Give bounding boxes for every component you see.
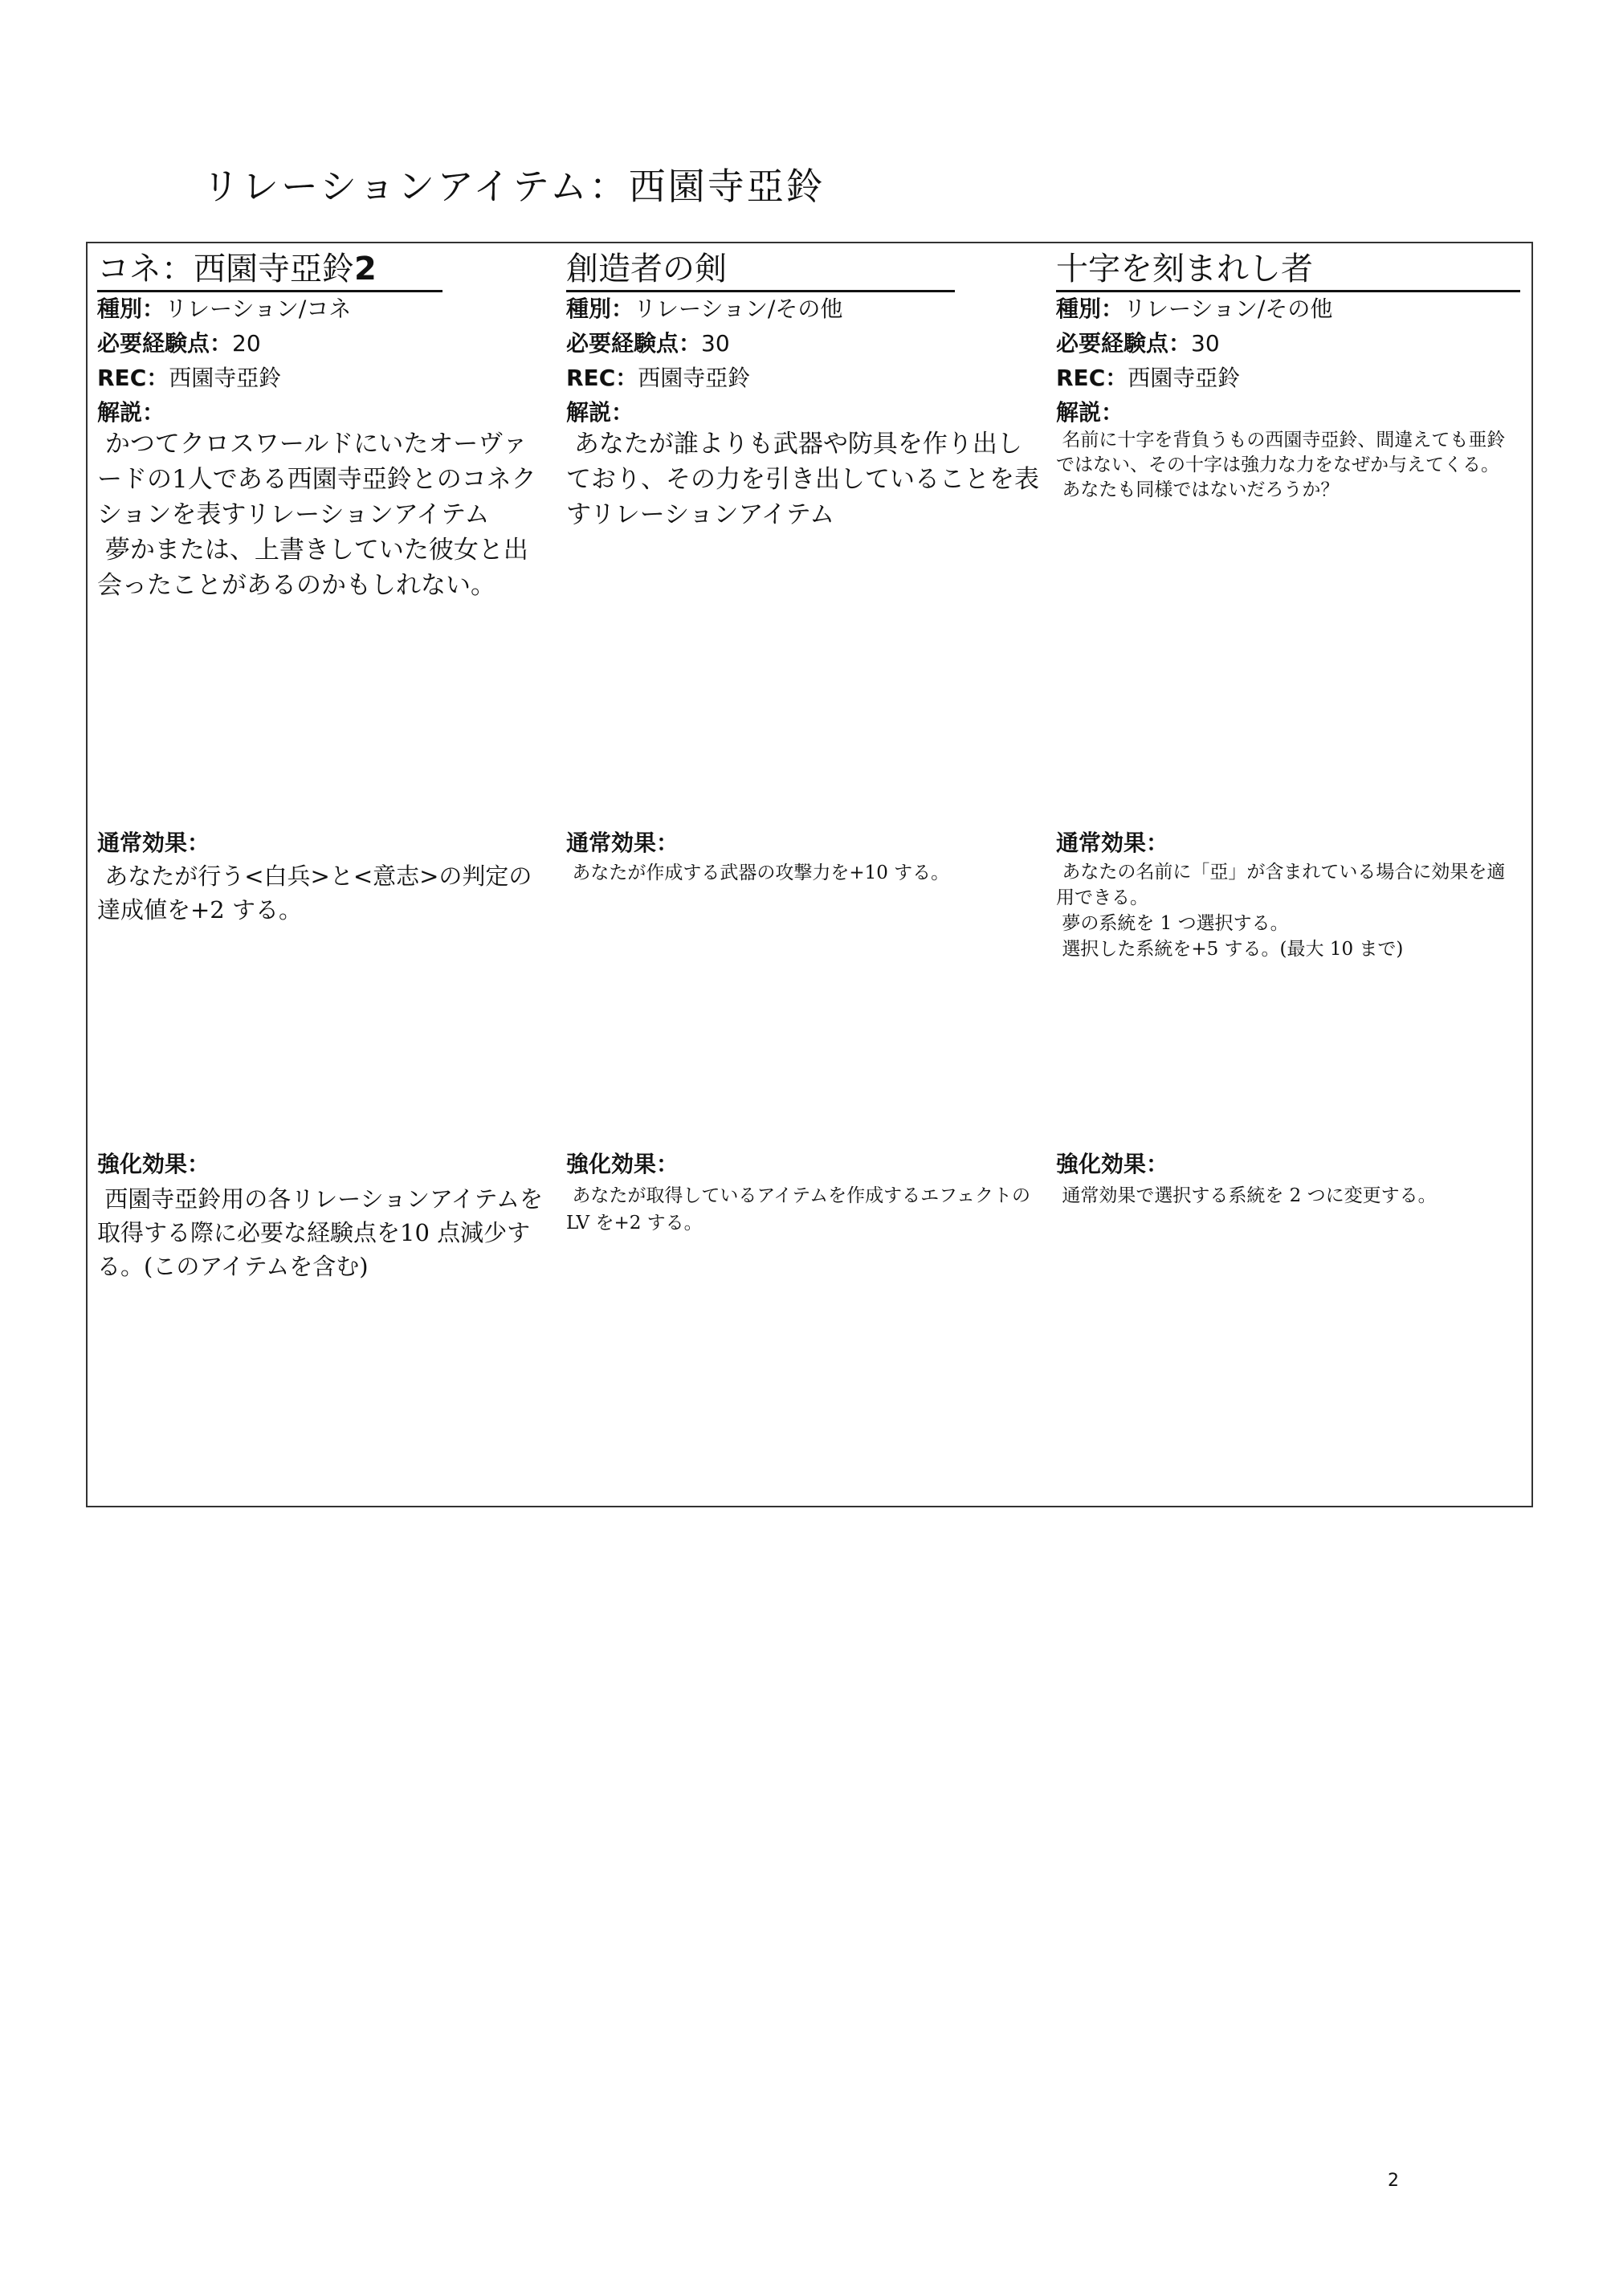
desc-label: 解説： [566, 399, 634, 426]
type-value: リレーション/コネ [165, 296, 352, 322]
type-label: 種別： [97, 296, 165, 322]
item-title [97, 248, 442, 292]
exp-value: 30 [1191, 330, 1220, 357]
item-description: あなたが誰よりも武器や防具を作り出しており、その力を引き出していることを表すリレーションアイテム [566, 430, 1039, 529]
item-meta [97, 292, 351, 430]
rec-row [566, 361, 842, 395]
type-row [1056, 292, 1332, 326]
exp-label: 必要経験点： [1056, 330, 1192, 357]
item-meta [1056, 292, 1332, 430]
desc-label: 解説： [1056, 399, 1124, 426]
page-title: リレーションアイテム：西園寺亞鈴 [202, 165, 826, 208]
type-value: リレーション/その他 [634, 296, 843, 322]
desc-label: 解説： [97, 399, 165, 426]
desc-row [97, 395, 351, 430]
type-label: 種別： [1056, 296, 1124, 322]
item-card-2 [566, 243, 1037, 1506]
exp-row [1056, 326, 1332, 361]
rec-row [1056, 361, 1332, 395]
enhance-effect-label: 強化効果： [97, 1151, 210, 1177]
type-row [566, 292, 842, 326]
exp-row [566, 326, 842, 361]
item-title-text: コネ：西園寺亞鈴 [97, 251, 354, 288]
item-card-1 [97, 243, 547, 1506]
enhance-effect-text: 西園寺亞鈴用の各リレーションアイテムを取得する際に必要な経験点を10 点減少する。(このアイテムを含む) [97, 1185, 543, 1280]
item-title [566, 248, 955, 292]
normal-effect-label: 通常効果： [566, 830, 679, 856]
rec-label: REC： [566, 365, 638, 391]
exp-value: 30 [701, 330, 730, 357]
desc-row [1056, 395, 1332, 430]
rec-label: REC： [1056, 365, 1128, 391]
type-label: 種別： [566, 296, 634, 322]
page-number: 2 [1388, 2171, 1399, 2191]
item-description: かつてクロスワールドにいたオーヴァードの1人である西園寺亞鈴とのコネクションを表すリレーションアイテム 夢かまたは、上書きしていた彼女と出会ったことがあるのかもしれない。 [97, 430, 536, 600]
item-title-text: 十字を刻まれし者 [1056, 251, 1313, 288]
rec-row [97, 361, 351, 395]
enhance-effect-text: 通常効果で選択する系統を 2 つに変更する。 [1056, 1185, 1437, 1206]
item-title-text: 創造者の剣 [566, 251, 727, 288]
item-description: 名前に十字を背負うもの西園寺亞鈴、間違えても亜鈴ではない、その十字は強力な力をなぜか与えてくる。 あなたも同様ではないだろうか？ [1056, 430, 1506, 500]
item-card-table [86, 242, 1533, 1507]
type-value: リレーション/その他 [1124, 296, 1333, 322]
item-title [1056, 248, 1520, 292]
desc-row [566, 395, 842, 430]
item-card-3 [1056, 243, 1522, 1506]
exp-value: 20 [232, 330, 261, 357]
enhance-effect-text: あなたが取得しているアイテムを作成するエフェクトの LV を+2 する。 [566, 1185, 1037, 1234]
exp-label: 必要経験点： [566, 330, 702, 357]
rec-value: 西園寺亞鈴 [638, 365, 751, 391]
enhance-effect-label: 強化効果： [566, 1151, 679, 1177]
normal-effect-label: 通常効果： [97, 830, 210, 856]
item-meta [566, 292, 842, 430]
exp-row [97, 326, 351, 361]
rec-label: REC： [97, 365, 169, 391]
rec-value: 西園寺亞鈴 [1128, 365, 1241, 391]
normal-effect-text: あなたが行う<白兵>と<意志>の判定の達成値を+2 する。 [97, 863, 532, 924]
exp-label: 必要経験点： [97, 330, 233, 357]
item-title-number: 2 [354, 251, 377, 288]
type-row [97, 292, 351, 326]
normal-effect-label: 通常効果： [1056, 830, 1169, 856]
enhance-effect-label: 強化効果： [1056, 1151, 1169, 1177]
normal-effect-text: あなたが作成する武器の攻撃力を+10 する。 [566, 863, 950, 883]
rec-value: 西園寺亞鈴 [169, 365, 282, 391]
normal-effect-text: あなたの名前に「亞」が含まれている場合に効果を適用できる。 夢の系統を 1 つ選択する。 選択した系統を+5 する。(最大 10 まで) [1056, 862, 1506, 960]
